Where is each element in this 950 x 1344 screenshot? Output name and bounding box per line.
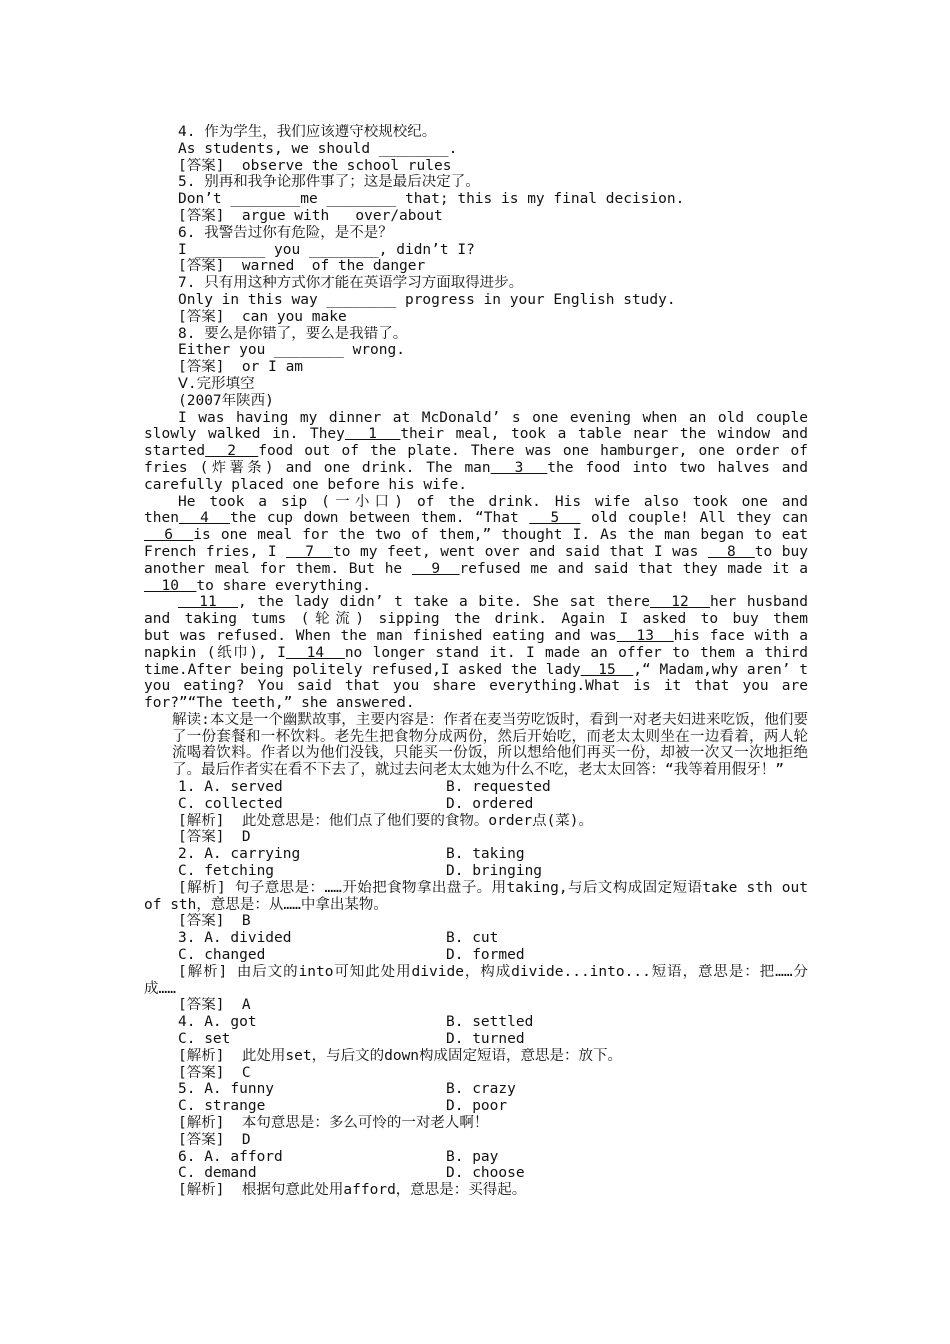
passage-line: 6 is one meal for the two of them,” thought I. As the man began to eat [144,527,808,544]
passage-line: and taking tums (轮流) sipping the drink. Again I asked to buy them [144,611,808,628]
answer: [答案] D [178,1131,251,1148]
option-d: D. turned [446,1031,525,1048]
source-label: (2007年陕西) [178,392,274,409]
cloze-blank: 6 [144,527,194,544]
passage-line: you eating? You said that you share everything.What is it that you are [144,678,808,695]
passage-line: for?”“The teeth,” she answered. [144,695,415,712]
option-row [144,796,808,813]
analysis: [解析] 此处意思是：他们点了他们要的食物。order点(菜)。 [178,812,594,829]
answer: [答案] warned of the danger [178,258,426,275]
answer: [答案] B [178,913,251,930]
passage-line: fries (炸薯条) and one drink. The man 3 the food into two halves and [144,459,808,476]
question-en: Don’t ________me ________ that; this is my final decision. [178,191,685,208]
document-page [144,124,808,1199]
question-cn: 5. 别再和我争论那件事了；这是最后决定了。 [178,174,480,191]
answer: [答案] can you make [178,308,347,325]
question-cn: 8. 要么是你错了，要么是我错了。 [178,325,408,342]
option-row [144,1031,808,1048]
option-row [144,1014,808,1031]
answer: [答案] argue with over/about [178,207,443,224]
option-c: C. set [178,1031,231,1048]
option-c: C. strange [178,1098,266,1115]
passage-line: carefully placed one before his wife. [144,476,468,493]
passage-line: slowly walked in. They 1 their meal, took a table near the window and [144,426,808,443]
cloze-blank: 10 [144,577,197,594]
answer: [答案] C [178,1064,251,1081]
option-c: C. changed [178,947,266,964]
passage-line: 10 to share everything. [144,577,371,594]
option-b: B. cut [446,930,499,947]
option-d: D. bringing [446,863,543,880]
question-en: I ________ you ________, didn’t I? [178,241,475,258]
analysis: [解析] 本句意思是：多么可怜的一对老人啊！ [178,1115,489,1132]
cloze-blank: 12 [650,594,711,611]
answer: [答案] A [178,997,251,1014]
option-a: 4. A. got [178,1014,257,1031]
option-c: C. demand [178,1165,257,1182]
option-row [144,863,808,880]
cloze-blank: 11 [178,594,239,611]
option-a: 1. A. served [178,779,283,796]
passage-line: time.After being politely refused,I asked the lady 15 ,“ Madam,why aren’ t [144,661,808,678]
analysis: [解析] 此处用set，与后文的down构成固定短语，意思是：放下。 [178,1047,623,1064]
cloze-blank: 9 [411,560,460,577]
passage-line: I was having my dinner at McDonald’ s one evening when an old couple [178,409,808,426]
option-row [144,846,808,863]
option-b: B. taking [446,846,525,863]
passage-line: He took a sip (一小口) of the drink. His wife also took one and [178,493,808,510]
question-cn: 6. 我警告过你有危险，是不是？ [178,224,393,241]
cloze-blank: 2 [205,443,259,460]
question-cn: 4. 作为学生，我们应该遵守校规校纪。 [178,124,437,140]
option-row [144,1081,808,1098]
answer: [答案] or I am [178,359,304,376]
option-d: D. formed [446,947,525,964]
cloze-blank: 4 [178,510,231,527]
option-b: B. requested [446,779,551,796]
passage-line: napkin (纸巾), I 14 no longer stand it. I made an offer to them a third [144,644,808,661]
option-b: B. crazy [446,1081,516,1098]
option-a: 3. A. divided [178,930,292,947]
option-c: C. collected [178,795,283,812]
option-row [144,1165,808,1182]
cloze-blank: 5 [529,510,581,527]
option-b: B. settled [446,1014,534,1031]
option-row [144,930,808,947]
question-en: Either you ________ wrong. [178,342,405,359]
option-c: C. fetching [178,863,275,880]
question-list [144,779,808,1199]
question-en: As students, we should ________. [178,140,458,157]
answer: [答案] observe the school rules [178,157,452,174]
cloze-blank: 15 [580,661,634,678]
cloze-passage [144,410,808,712]
analysis: [解析] 根据句意此处用afford，意思是：买得起。 [178,1182,527,1199]
analysis: [解析] 由后文的into可知此处用divide，构成divide...into...短语，意思是：把……分成…… [144,963,808,997]
question-cn: 7. 只有用这种方式你才能在英语学习方面取得进步。 [178,275,524,292]
passage-line: started 2 food out of the plate. There was one hamburger, one order of [144,443,808,460]
cloze-blank: 3 [490,459,548,476]
option-a: 2. A. carrying [178,846,301,863]
cloze-blank: 7 [286,543,334,560]
option-d: D. ordered [446,795,534,812]
option-row [144,1098,808,1115]
analysis: [解析] 句子意思是：……开始把食物拿出盘子。用taking,与后文构成固定短语take sth out of sth，意思是：从……中拿出某物。 [144,879,808,913]
passage-line: 11 , the lady didn’ t take a bite. She sat there 12 her husband [178,594,808,611]
cloze-blank: 14 [285,644,345,661]
option-d: D. choose [446,1165,525,1182]
passage-line: then 4 the cup down between them. “That 5 old couple! All they can [144,510,808,527]
passage-line: but was refused. When the man finished eating and was 13 his face with a [144,627,808,644]
passage-line: another meal for them. But he 9 refused me and said that they made it a [144,560,808,577]
option-b: B. pay [446,1148,499,1165]
passage-line: French fries, I 7 to my feet, went over and said that I was 8 to buy [144,543,808,560]
option-d: D. poor [446,1098,508,1115]
analysis-intro: 解读:本文是一个幽默故事，主要内容是：作者在麦当劳吃饭时，看到一对老夫妇进来吃饭，他们要了一份套餐和一杯饮料。老先生把食物分成两份，然后开始吃，而老太太则坐在一边看着，两人轮流喝着饮料。作者以为他们没钱，只能买一份饭，所以想给他们再买一份，却被一次又一次地拒绝了。最后作者实在看不下去了，就过去问老太太她为什么不吃，老太太回答：“我等着用假牙！” [172,711,808,779]
cloze-blank: 8 [707,543,755,560]
option-row [144,1149,808,1166]
cloze-blank: 13 [616,627,674,644]
option-row [144,779,808,796]
option-a: 5. A. funny [178,1081,275,1098]
option-row [144,947,808,964]
question-en: Only in this way ________ progress in your English study. [178,291,676,308]
translation-section [144,124,808,410]
option-a: 6. A. afford [178,1148,283,1165]
cloze-blank: 1 [344,426,401,443]
section-title: Ⅴ.完形填空 [178,375,255,392]
answer: [答案] D [178,829,251,846]
